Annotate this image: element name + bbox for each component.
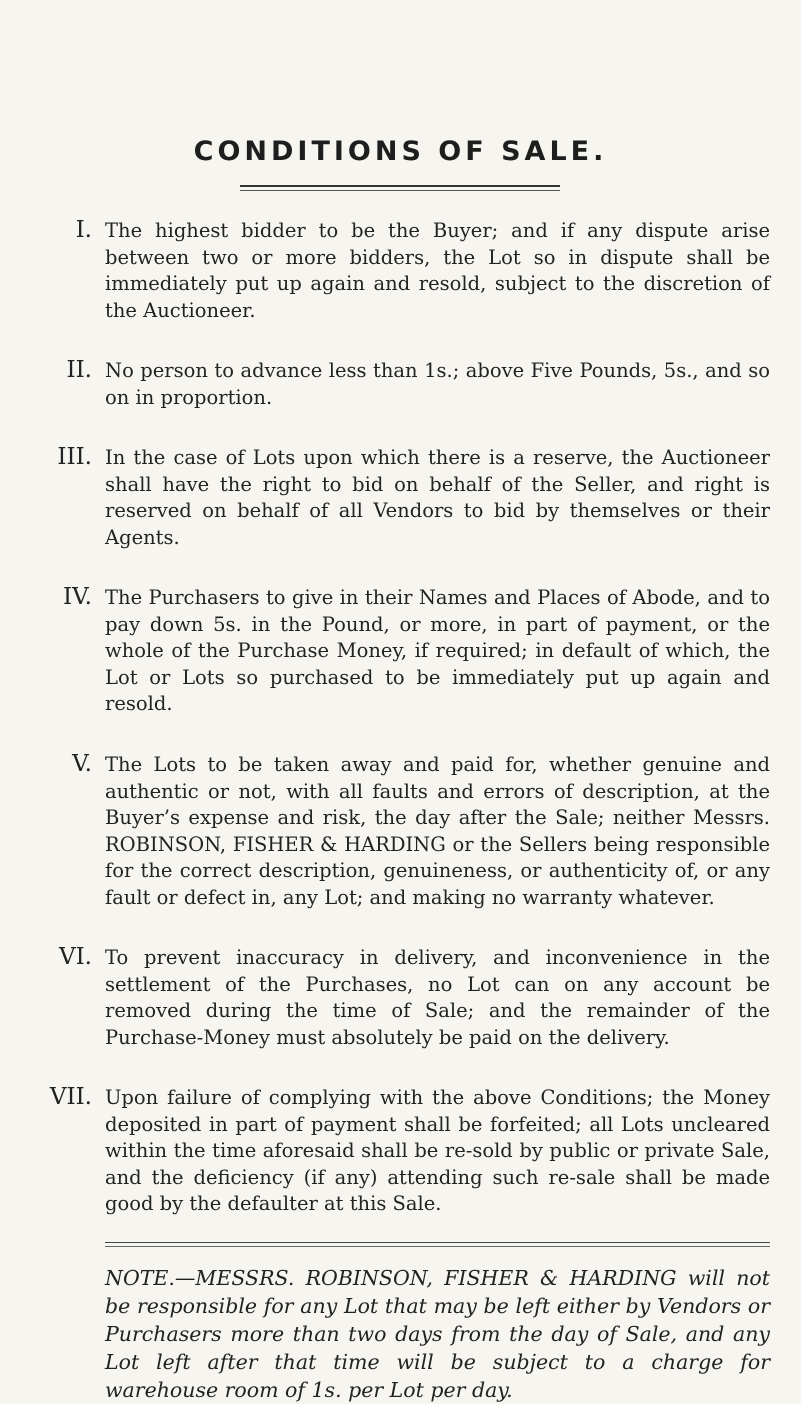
condition-text: To prevent inaccuracy in delivery, and inconvenience in the settlement of the Purchases, no Lot can on any account be removed during the time of Sale; and the remainder of the Purchase-Money must absolutely be paid on the delivery. bbox=[105, 946, 770, 1049]
condition-numeral: VII. bbox=[49, 1084, 92, 1110]
page-title: CONDITIONS OF SALE. bbox=[193, 136, 608, 167]
note-divider bbox=[105, 1242, 770, 1247]
condition-numeral: V. bbox=[72, 751, 92, 777]
condition-text: In the case of Lots upon which there is a reserve, the Auctioneer shall have the right to bid on behalf of the Seller, and right is reserved on behalf of all Vendors to bid by themselves or their Agents. bbox=[105, 446, 770, 549]
condition-numeral: III. bbox=[57, 444, 92, 470]
condition-text: The Lots to be taken away and paid for, whether genuine and authentic or not, with all faults and errors of description, at the Buyer’s expense and risk, the day after the Sale; neither Messrs. ROBINSON, FISHER & HARDING or the Sellers being responsible for the correct description, genuineness, or authenticity of, or any fault or defect in, any Lot; and making no warranty whatever. bbox=[105, 753, 770, 909]
condition-numeral: VI. bbox=[58, 944, 92, 970]
condition-numeral: II. bbox=[66, 357, 92, 383]
condition-text: No person to advance less than 1s.; above Five Pounds, 5s., and so on in proportion. bbox=[105, 359, 770, 409]
condition-numeral: IV. bbox=[63, 584, 92, 610]
title-divider bbox=[240, 185, 560, 191]
condition-text: Upon failure of complying with the above Conditions; the Money deposited in part of payment shall be forfeited; all Lots uncleared within the time aforesaid shall be re-sold by public or private Sale, and the deficiency (if any) attending such re-sale shall be made good by the defaulter at this Sale. bbox=[105, 1086, 770, 1215]
condition-numeral: I. bbox=[75, 217, 92, 243]
condition-text: The Purchasers to give in their Names and Places of Abode, and to pay down 5s. in the Pound, or more, in part of payment, or the whole of the Purchase Money, if required; in default of which, the Lot or Lots so purchased to be immediately put up again and resold. bbox=[105, 586, 770, 715]
condition-text: The highest bidder to be the Buyer; and if any dispute arise between two or more bidders, the Lot so in dispute shall be immediately put up again and resold, subject to the discretion of the Auctioneer. bbox=[105, 219, 770, 322]
note-paragraph: NOTE.—MESSRS. ROBINSON, FISHER & HARDING will not be responsible for any Lot that may be left either by Vendors or Purchasers more than two days from the day of Sale, and any Lot left after that time will be subject to a charge for warehouse room of 1s. per Lot per day. bbox=[105, 1266, 770, 1402]
